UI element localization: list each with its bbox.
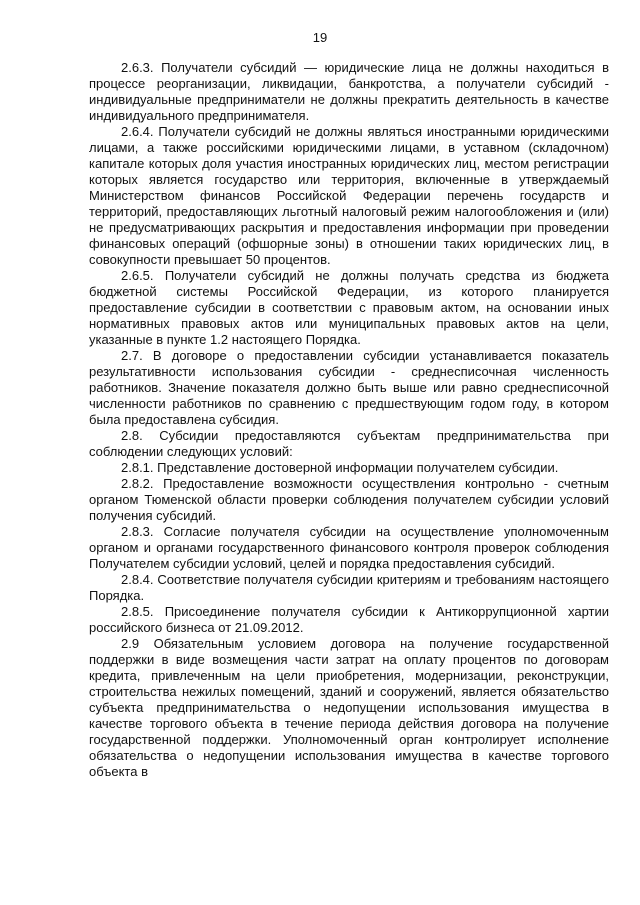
page-number: 19 [312,30,328,45]
paragraph-2-8-5: 2.8.5. Присоединение получателя субсидии к Антикоррупционной хартии российского бизнеса от 21.09.2012. [89,604,609,635]
paragraph-2-8: 2.8. Субсидии предоставляются субъектам предпринимательства при соблюдении следующих условий: [89,428,609,459]
paragraph-2-8-2: 2.8.2. Предоставление возможности осуществления контрольно - счетным органом Тюменской области проверки соблюдения получателем субсидии условий получения субсидий. [89,476,609,523]
paragraph-2-6-4: 2.6.4. Получатели субсидий не должны являться иностранными юридическими лицами, а также российскими юридическими лицами, в уставном (складочном) капитале которых доля участия иностранных юридических лиц, местом регистрации которых является государство или территория, включенные в утверждаемый Министерством финансов Российской Федерации перечень государств и территорий, предоставляющих льготный налоговый режим налогообложения и (или) не предусматривающих раскрытия и предоставления информации при проведении финансовых операций (офшорные зоны) в отношении таких юридических лиц, в совокупности превышает 50 процентов. [89,124,609,267]
paragraph-2-8-4: 2.8.4. Соответствие получателя субсидии критериям и требованиям настоящего Порядка. [89,572,609,603]
paragraph-2-6-5: 2.6.5. Получатели субсидий не должны получать средства из бюджета бюджетной системы Российской Федерации, из которого планируется предоставление субсидии в соответствии с правовым актом, на основании иных нормативных правовых актов или муниципальных правовых актов на цели, указанные в пункте 1.2 настоящего Порядка. [89,268,609,347]
paragraph-2-6-3: 2.6.3. Получатели субсидий — юридические лица не должны находиться в процессе реорганизации, ликвидации, банкротства, а получатели субсидий - индивидуальные предприниматели не должны прекратить деятельность в качестве индивидуального предпринимателя. [89,60,609,123]
paragraph-2-8-3: 2.8.3. Согласие получателя субсидии на осуществление уполномоченным органом и органами государственного финансового контроля проверок соблюдения Получателем субсидии условий, целей и порядка предоставления субсидий. [89,524,609,571]
paragraph-2-8-1: 2.8.1. Представление достоверной информации получателем субсидии. [121,460,559,475]
document-body [89,60,609,780]
paragraph-2-7: 2.7. В договоре о предоставлении субсидии устанавливается показатель результативности использования субсидии - среднесписочная численность работников. Значение показателя должно быть выше или равно среднесписочной численности работников по сравнению с предшествующим годом году, в котором была предоставлена субсидия. [89,348,609,427]
paragraph-2-9: 2.9 Обязательным условием договора на получение государственной поддержки в виде возмещения части затрат на оплату процентов по договорам кредита, привлеченным на цели приобретения, модернизации, реконструкции, строительства нежилых помещений, зданий и сооружений, является обязательство субъекта предпринимательства о недопущении использования имущества в качестве торгового объекта в течение периода действия договора на получение государственной поддержки. Уполномоченный орган контролирует исполнение обязательства о недопущении использования имущества в качестве торгового объекта в [89,636,609,779]
